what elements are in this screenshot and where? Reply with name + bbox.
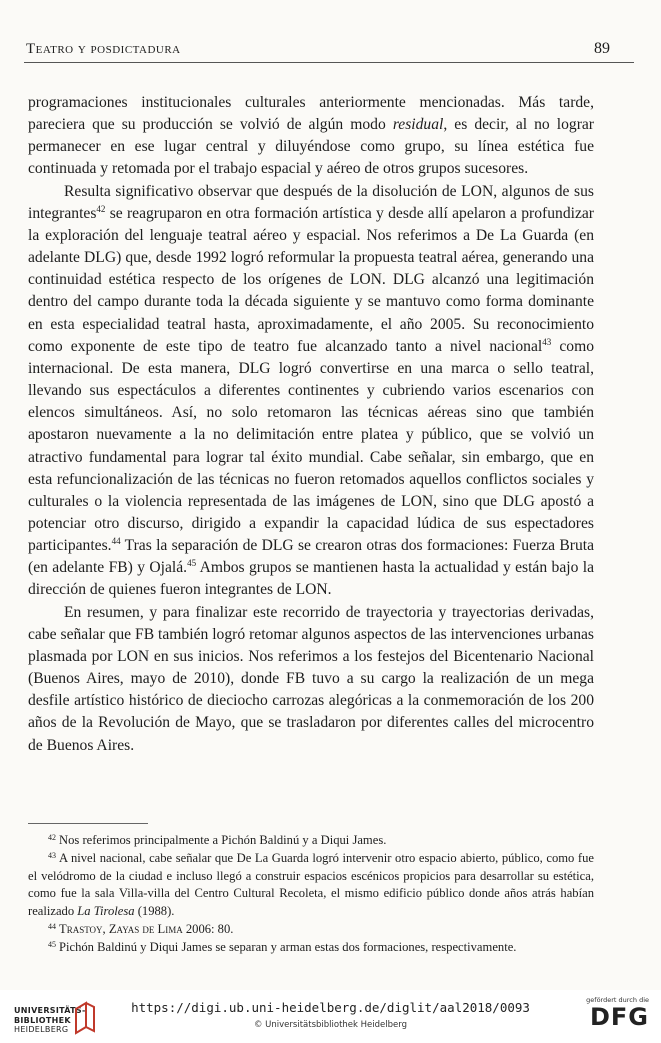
footnote-text: Pichón Baldinú y Diqui James se separan y arman estas dos formaciones, respectivamente. (59, 940, 517, 955)
library-name-line: HEIDELBERG (14, 1025, 69, 1035)
footnote-text: 2006: 80. (182, 922, 234, 937)
copyright-notice: © Universitätsbibliothek Heidelberg (253, 1020, 407, 1030)
footnote-ref-45[interactable]: 45 (187, 558, 197, 569)
footnote-number: 42 (48, 833, 56, 842)
footnote-44 (28, 921, 594, 938)
library-name-line: BIBLIOTHEK (14, 1015, 71, 1025)
footnote-number: 43 (48, 851, 56, 861)
permalink-url[interactable]: https://digi.ub.uni-heidelberg.de/diglit/aal2018/0093 (131, 1000, 530, 1015)
text-run: se reagruparon en otra formación artística y desde allí apelaron a profundizar la exploración del lenguaje teatral aéreo y espacial. Nos referimos a De La Guarda (en adelante DLG) que, desde 1992 logró reformular la propuesta teatral aérea, generando una continuidad estética respecto de los orígenes de LON. DLG alcanzó una legitimación dentro del campo durante toda la década siguiente y se mantuvo como forma dominante en esta especialidad teatral hasta, aproximadamente, el año 2005. Su reconocimiento como exponente de este tipo de teatro fue alcanzado tanto a nivel nacional (28, 204, 594, 355)
text-run: Resulta significativo observar que después de la disolución de LON, algunos de sus integrantes (28, 182, 594, 222)
emphasis: residual (392, 116, 444, 134)
text-run: programaciones institucionales culturales anteriormente mencionadas. Más tarde, pareciera que su producción se volvió de algún modo (28, 94, 594, 134)
footnote-ref-44[interactable]: 44 (111, 536, 121, 547)
footnote-text: (1988). (134, 903, 175, 918)
footnotes (28, 832, 594, 958)
cited-authors: Trastoy, Zayas de Lima (59, 922, 183, 937)
footnote-ref-43[interactable]: 43 (542, 336, 552, 347)
footnote-43 (28, 850, 594, 920)
text-run: Ambos grupos se mantienen hasta la actualidad y están bajo la dirección de quienes fueron integrantes de LON. (28, 559, 594, 599)
text-run: Tras la separación de DLG se crearon otras dos formaciones: Fuerza Bruta (en adelante FB) y Ojalá. (28, 537, 594, 577)
footnote-text: A nivel nacional, cabe señalar que De La Guarda logró intervenir otro espacio abierto, público, como fue el velódromo de la ciudad e incluso llegó a construir espacios escénicos propicios para desarrollar su estética, como fue la sala Villa-villa del Centro Cultural Recoleta, el mismo edificio público donde años atrás habían realizado (28, 851, 594, 918)
page-number: 89 (594, 40, 610, 57)
footnote-number: 45 (48, 940, 56, 950)
main-text (28, 92, 594, 757)
text-run: , es decir, al no lograr permanecer en ese lugar central y diluyéndose como grupo, su línea estética fue continuada y retomada por el trabajo espacial y aéreo de otros grupos sucesores. (28, 116, 595, 178)
page-header (24, 40, 634, 63)
footnote-42 (28, 832, 594, 849)
footnote-number: 44 (48, 922, 56, 932)
dfg-logo[interactable]: DFG (589, 1003, 649, 1031)
work-title: La Tirolesa (77, 903, 135, 918)
paragraph-3: En resumen, y para finalizar este recorrido de trayectoria y trayectorias derivadas, cabe señalar que FB también logró retomar algunos aspectos de las intervenciones urbanas plasmada por LON en sus inicios. Nos referimos a los festejos del Bicentenario Nacional (Buenos Aires, mayo de 2010), donde FB tuvo a su cargo la realización de un mega desfile artístico histórico de dieciocho carrozas alegóricas a la conmemoración de los 200 años de la Revolución de Mayo, que se trasladaron por diferentes calles del microcentro de Buenos Aires. (28, 603, 594, 754)
footnote-ref-42[interactable]: 42 (96, 203, 106, 214)
footnote-45 (28, 939, 594, 956)
page-footer (0, 990, 661, 1043)
funder-block (585, 996, 649, 1029)
running-head: Teatro y posdictadura (26, 41, 181, 57)
footnote-divider (28, 823, 148, 824)
text-run: como internacional. De esta manera, DLG logró convertirse en una marca o sello teatral, llevando sus espectáculos a diferentes continentes y cubriendo varios escenarios con elencos simultáneos. Así, no solo retomaron las técnicas aéreas sino que también apostaron nuevamente a la no delimitación entre platea y público, que se volvió un atractivo fundamental para lograr tal éxito mundial. Cabe señalar, sin embargo, que en esta refuncionalización de las técnicas no fueron retomados aquellos conflictos sociales y culturales o la violencia representada de las imágenes de LON, sino que DLG apostó a potenciar otro discurso, dirigido a expandir la capacidad lúdica de sus espectadores participantes. (28, 337, 594, 555)
library-name-line: UNIVERSITÄTS- (14, 1006, 86, 1015)
footnote-text: Nos referimos principalmente a Pichón Baldinú y a Diqui James. (59, 833, 387, 847)
funder-note: gefördert durch die (586, 996, 649, 1004)
paragraph-2 (28, 181, 594, 602)
paragraph-1 (28, 92, 594, 181)
